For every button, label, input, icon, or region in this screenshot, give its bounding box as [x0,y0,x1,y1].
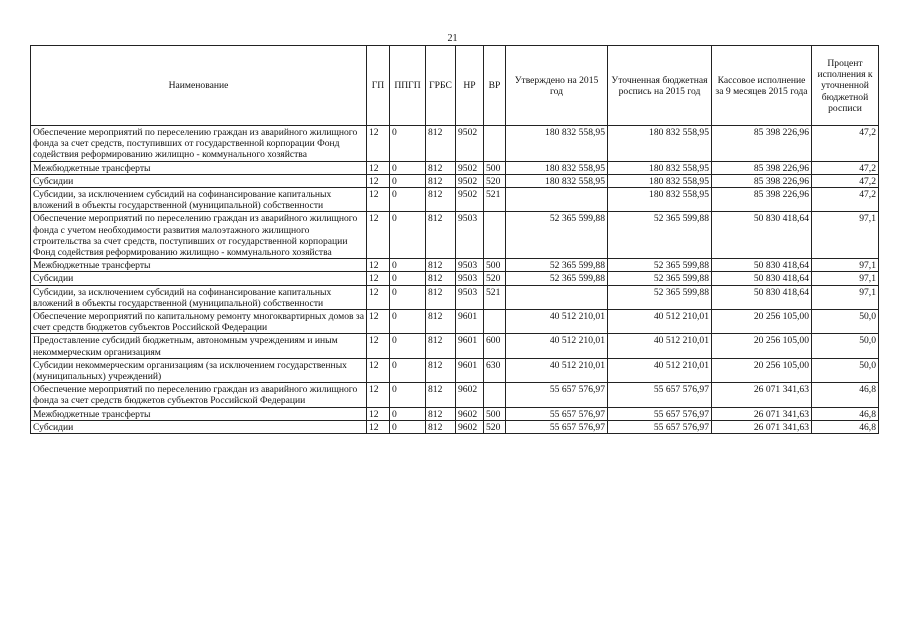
cell-ppgp: 0 [390,420,426,433]
table-row [31,126,879,162]
cell-nr: 9503 [456,212,484,259]
cell-name: Межбюджетные трансферты [31,259,367,272]
cell-nr: 9502 [456,174,484,187]
cell-grbs: 812 [426,126,456,162]
cell-gp: 12 [367,212,390,259]
cell-grbs: 812 [426,285,456,309]
cell-percent: 97,1 [812,285,879,309]
cell-name: Обеспечение мероприятий по капитальному ремонту многоквартирных домов за счет средств бюджетов субъектов Российской Федерации [31,310,367,334]
table-row [31,407,879,420]
cell-gp: 12 [367,174,390,187]
cell-grbs: 812 [426,161,456,174]
cell-approved: 55 657 576,97 [506,407,608,420]
cell-gp: 12 [367,310,390,334]
cell-cash: 26 071 341,63 [712,407,812,420]
cell-approved: 40 512 210,01 [506,358,608,382]
cell-nr: 9503 [456,272,484,285]
cell-name: Субсидии, за исключением субсидий на софинансирование капитальных вложений в объекты государственной (муниципальной) собственности [31,188,367,212]
cell-vr: 521 [484,285,506,309]
cell-name: Субсидии, за исключением субсидий на софинансирование капитальных вложений в объекты государственной (муниципальной) собственности [31,285,367,309]
cell-ppgp: 0 [390,126,426,162]
cell-refined: 40 512 210,01 [608,334,712,358]
cell-vr [484,126,506,162]
cell-vr: 500 [484,259,506,272]
header-approved: Утверждено на 2015 год [506,46,608,126]
table-row [31,420,879,433]
cell-approved: 180 832 558,95 [506,161,608,174]
cell-grbs: 812 [426,407,456,420]
cell-refined: 180 832 558,95 [608,161,712,174]
table-row [31,285,879,309]
header-name: Наименование [31,46,367,126]
cell-cash: 85 398 226,96 [712,161,812,174]
page-number: 21 [447,33,458,44]
cell-grbs: 812 [426,259,456,272]
cell-gp: 12 [367,420,390,433]
header-row [31,46,879,126]
header-grbs: ГРБС [426,46,456,126]
cell-name: Субсидии [31,272,367,285]
cell-nr: 9503 [456,285,484,309]
cell-gp: 12 [367,126,390,162]
header-refined: Уточненная бюджетная роспись на 2015 год [608,46,712,126]
cell-refined: 55 657 576,97 [608,407,712,420]
header-vr: ВР [484,46,506,126]
cell-approved: 55 657 576,97 [506,420,608,433]
cell-refined: 40 512 210,01 [608,358,712,382]
cell-refined: 180 832 558,95 [608,174,712,187]
cell-refined: 55 657 576,97 [608,420,712,433]
cell-ppgp: 0 [390,259,426,272]
cell-approved [506,188,608,212]
cell-grbs: 812 [426,212,456,259]
cell-vr [484,310,506,334]
cell-grbs: 812 [426,420,456,433]
cell-cash: 50 830 418,64 [712,212,812,259]
cell-percent: 50,0 [812,358,879,382]
header-gp: ГП [367,46,390,126]
header-ppgp: ППГП [390,46,426,126]
table-row [31,334,879,358]
cell-refined: 55 657 576,97 [608,383,712,407]
table-row [31,310,879,334]
cell-percent: 50,0 [812,310,879,334]
cell-approved: 52 365 599,88 [506,272,608,285]
cell-cash: 26 071 341,63 [712,420,812,433]
cell-cash: 85 398 226,96 [712,126,812,162]
cell-nr: 9602 [456,383,484,407]
cell-ppgp: 0 [390,358,426,382]
cell-percent: 46,8 [812,420,879,433]
cell-nr: 9502 [456,161,484,174]
cell-percent: 47,2 [812,174,879,187]
cell-refined: 52 365 599,88 [608,259,712,272]
cell-grbs: 812 [426,188,456,212]
cell-name: Субсидии некоммерческим организациям (за исключением государственных (муниципальных) учреждений) [31,358,367,382]
cell-percent: 47,2 [812,188,879,212]
cell-cash: 85 398 226,96 [712,188,812,212]
table-row [31,259,879,272]
cell-approved: 55 657 576,97 [506,383,608,407]
cell-vr: 520 [484,272,506,285]
cell-vr: 500 [484,161,506,174]
cell-ppgp: 0 [390,188,426,212]
cell-name: Межбюджетные трансферты [31,407,367,420]
cell-vr: 630 [484,358,506,382]
cell-vr: 500 [484,407,506,420]
cell-percent: 47,2 [812,161,879,174]
cell-ppgp: 0 [390,334,426,358]
cell-vr [484,212,506,259]
cell-nr: 9503 [456,259,484,272]
cell-cash: 85 398 226,96 [712,174,812,187]
cell-gp: 12 [367,358,390,382]
header-percent: Процент исполнения к уточненной бюджетной росписи [812,46,879,126]
cell-gp: 12 [367,407,390,420]
cell-gp: 12 [367,334,390,358]
cell-name: Межбюджетные трансферты [31,161,367,174]
cell-approved: 40 512 210,01 [506,310,608,334]
cell-cash: 50 830 418,64 [712,285,812,309]
cell-approved: 52 365 599,88 [506,259,608,272]
cell-ppgp: 0 [390,161,426,174]
cell-approved [506,285,608,309]
cell-grbs: 812 [426,334,456,358]
cell-refined: 180 832 558,95 [608,188,712,212]
table-row [31,174,879,187]
cell-percent: 46,8 [812,383,879,407]
cell-percent: 50,0 [812,334,879,358]
cell-ppgp: 0 [390,272,426,285]
cell-nr: 9602 [456,407,484,420]
cell-vr: 520 [484,420,506,433]
table-row [31,161,879,174]
budget-table [30,45,879,434]
cell-ppgp: 0 [390,285,426,309]
cell-vr: 521 [484,188,506,212]
cell-ppgp: 0 [390,174,426,187]
cell-approved: 52 365 599,88 [506,212,608,259]
cell-cash: 50 830 418,64 [712,272,812,285]
cell-ppgp: 0 [390,383,426,407]
cell-cash: 50 830 418,64 [712,259,812,272]
table-row [31,188,879,212]
cell-ppgp: 0 [390,310,426,334]
cell-refined: 40 512 210,01 [608,310,712,334]
cell-cash: 20 256 105,00 [712,310,812,334]
cell-name: Обеспечение мероприятий по переселению граждан из аварийного жилищного фонда за счет средств бюджетов субъектов Российской Федерации [31,383,367,407]
cell-ppgp: 0 [390,212,426,259]
cell-name: Обеспечение мероприятий по переселению граждан из аварийного жилищного фонда с учетом необходимости развития малоэтажного жилищного строительства за счет средств, поступивших от государственной корпорации Фонд содействия реформированию жилищно - коммунального хозяйства [31,212,367,259]
cell-gp: 12 [367,285,390,309]
table-row [31,272,879,285]
cell-percent: 47,2 [812,126,879,162]
cell-gp: 12 [367,272,390,285]
cell-grbs: 812 [426,383,456,407]
cell-name: Субсидии [31,420,367,433]
cell-percent: 97,1 [812,259,879,272]
cell-gp: 12 [367,259,390,272]
cell-nr: 9502 [456,188,484,212]
cell-approved: 180 832 558,95 [506,174,608,187]
cell-percent: 46,8 [812,407,879,420]
cell-nr: 9602 [456,420,484,433]
cell-percent: 97,1 [812,272,879,285]
cell-nr: 9601 [456,358,484,382]
cell-nr: 9502 [456,126,484,162]
header-nr: НР [456,46,484,126]
cell-vr: 520 [484,174,506,187]
cell-gp: 12 [367,161,390,174]
cell-refined: 52 365 599,88 [608,212,712,259]
cell-refined: 52 365 599,88 [608,272,712,285]
cell-grbs: 812 [426,358,456,382]
cell-name: Предоставление субсидий бюджетным, автономным учреждениям и иным некоммерческим организациям [31,334,367,358]
table-row [31,358,879,382]
cell-refined: 52 365 599,88 [608,285,712,309]
cell-name: Субсидии [31,174,367,187]
cell-grbs: 812 [426,174,456,187]
table-row [31,212,879,259]
cell-ppgp: 0 [390,407,426,420]
cell-nr: 9601 [456,310,484,334]
cell-approved: 40 512 210,01 [506,334,608,358]
cell-nr: 9601 [456,334,484,358]
cell-gp: 12 [367,383,390,407]
header-cash: Кассовое исполнение за 9 месяцев 2015 года [712,46,812,126]
cell-grbs: 812 [426,272,456,285]
cell-grbs: 812 [426,310,456,334]
cell-approved: 180 832 558,95 [506,126,608,162]
cell-gp: 12 [367,188,390,212]
cell-vr [484,383,506,407]
cell-percent: 97,1 [812,212,879,259]
cell-name: Обеспечение мероприятий по переселению граждан из аварийного жилищного фонда за счет средств, поступивших от государственной корпорации Фонд содействия реформированию жилищно - коммунального хозяйства [31,126,367,162]
cell-cash: 20 256 105,00 [712,334,812,358]
cell-cash: 26 071 341,63 [712,383,812,407]
table-row [31,383,879,407]
cell-refined: 180 832 558,95 [608,126,712,162]
cell-vr: 600 [484,334,506,358]
cell-cash: 20 256 105,00 [712,358,812,382]
